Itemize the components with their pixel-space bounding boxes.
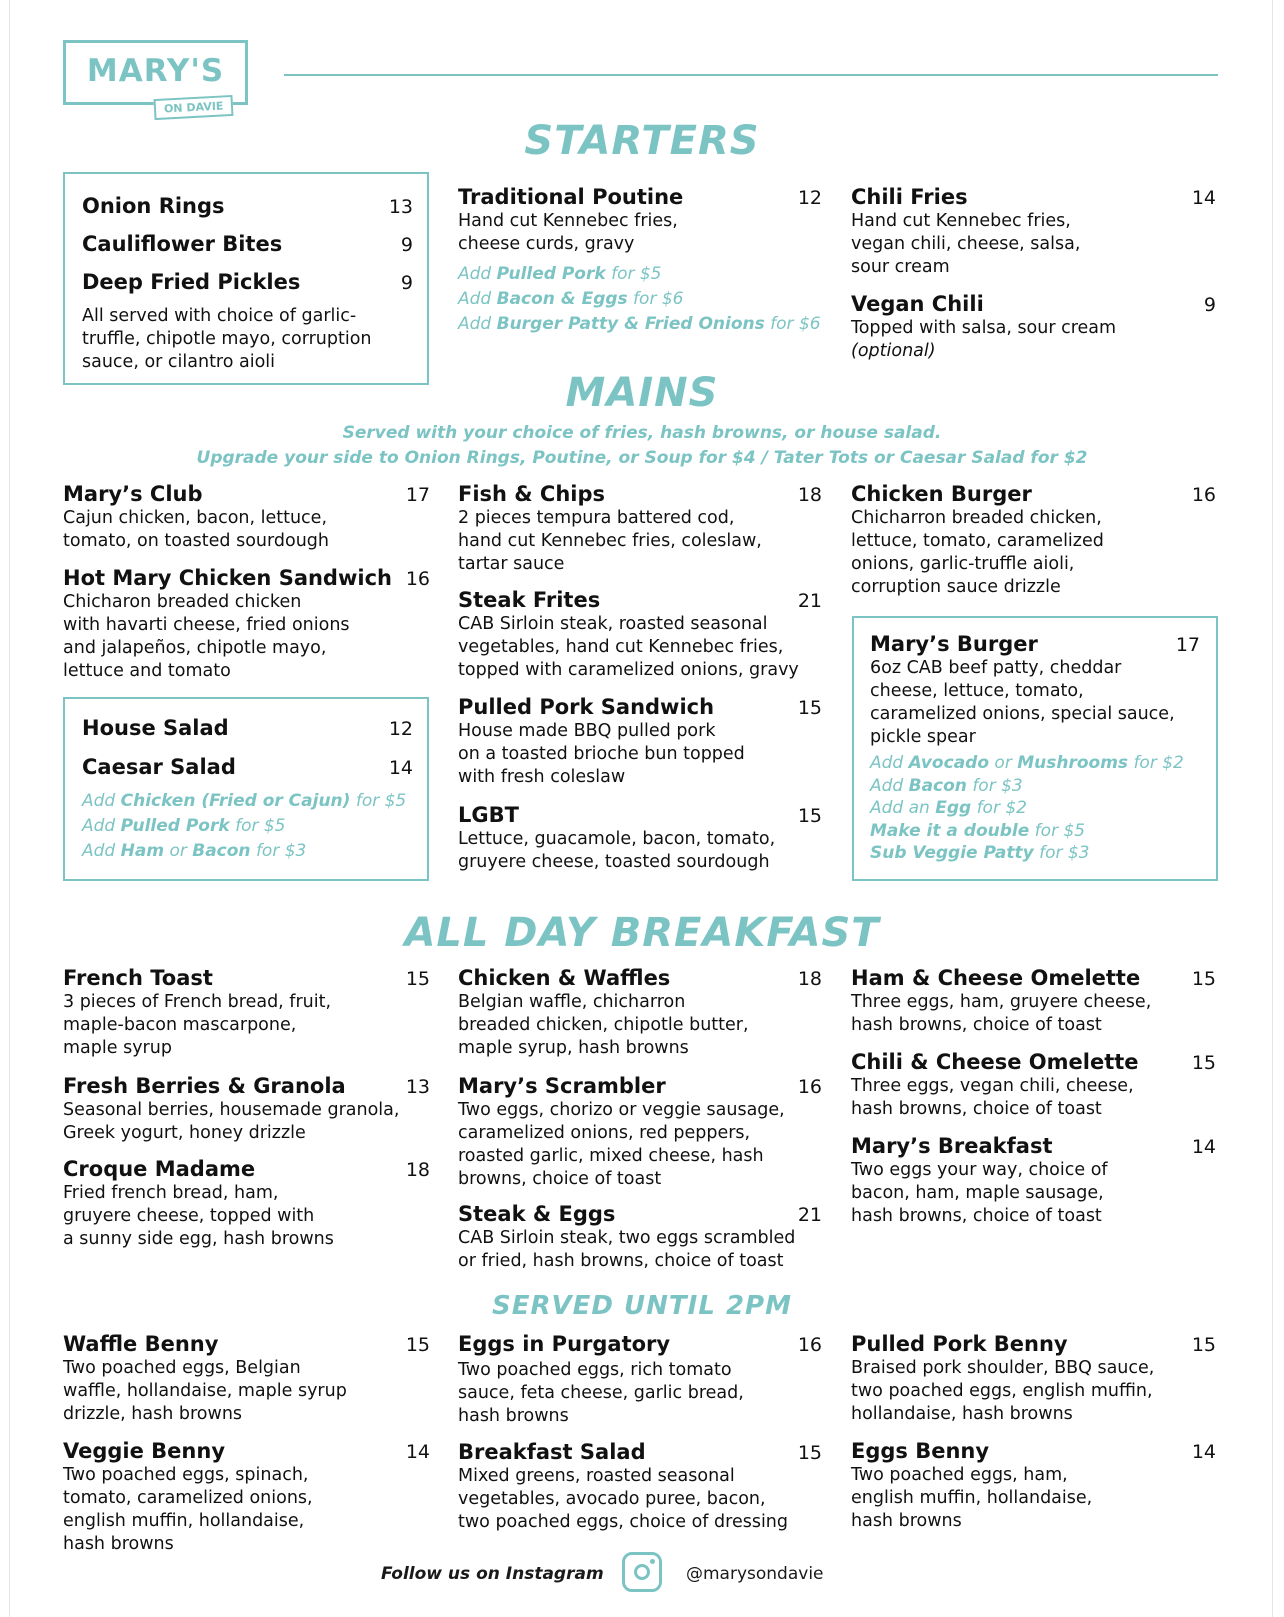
item-price: 15 [405,968,430,990]
item-price: 21 [797,590,822,612]
item-name: Eggs Benny [851,1439,990,1463]
item-price: 9 [400,272,413,294]
addon-item: Add Ham or Bacon for $3 [82,841,307,861]
item-name: Fresh Berries & Granola [63,1074,346,1098]
item-name: Veggie Benny [63,1439,226,1463]
item-price: 17 [1175,634,1200,656]
item-desc: Two poached eggs, Belgian waffle, hollandaise, maple syrup drizzle, hash browns [63,1358,347,1424]
item-name: Ham & Cheese Omelette [851,966,1141,990]
item-name: Croque Madame [63,1157,256,1181]
item-name: French Toast [63,966,213,990]
item-price: 21 [797,1204,822,1226]
item-price: 14 [1191,1136,1216,1158]
item-name: Mary’s Scrambler [458,1074,666,1098]
item-price: 14 [405,1441,430,1463]
section-title-starters: STARTERS [524,118,760,164]
item-name: Traditional Poutine [458,185,684,209]
item-desc: CAB Sirloin steak, two eggs scrambled or fried, hash browns, choice of toast [458,1228,796,1271]
item-name: Hot Mary Chicken Sandwich [63,566,392,590]
item-desc: Braised pork shoulder, BBQ sauce, two poached eggs, english muffin, hollandaise, hash browns [851,1358,1155,1424]
item-price: 15 [1191,968,1216,990]
logo-tag: ON DAVIE [154,95,234,120]
item-name: Chili & Cheese Omelette [851,1050,1139,1074]
instagram-icon[interactable] [622,1552,662,1592]
item-price: 16 [797,1334,822,1356]
item-price: 15 [797,805,822,827]
instagram-handle-link[interactable]: @marysondavie [686,1564,824,1584]
addon-item: Add Pulled Pork for $5 [458,264,662,284]
header-rule [284,74,1218,76]
item-price: 9 [400,234,413,256]
item-desc: House made BBQ pulled pork on a toasted brioche bun topped with fresh coleslaw [458,721,745,787]
item-desc: Mixed greens, roasted seasonal vegetables, avocado puree, bacon, two poached eggs, choice of dressing [458,1466,789,1532]
item-price: 17 [405,484,430,506]
upgrade-note: Upgrade your side to Onion Rings, Poutine, or Soup for $4 / Tater Tots or Caesar Salad for $2 [196,448,1088,468]
item-desc: Lettuce, guacamole, bacon, tomato, gruyere cheese, toasted sourdough [458,829,776,872]
item-price: 18 [797,484,822,506]
item-name: Mary’s Burger [870,632,1038,656]
subsection-title-until-2pm: SERVED UNTIL 2PM [492,1291,792,1321]
item-desc: All served with choice of garlic- truffle, chipotle mayo, corruption sauce, or cilantro aioli [82,306,372,372]
item-name: Chicken Burger [851,482,1032,506]
item-name: Chicken & Waffles [458,966,671,990]
item-desc: CAB Sirloin steak, roasted seasonal vegetables, hand cut Kennebec fries, topped with caramelized onions, gravy [458,614,799,680]
item-name: Chili Fries [851,185,968,209]
item-price: 15 [797,697,822,719]
item-desc: Seasonal berries, housemade granola, Greek yogurt, honey drizzle [63,1100,400,1143]
addon-item: Add Avocado or Mushrooms for $2 [870,753,1184,773]
item-desc: Two poached eggs, rich tomato sauce, feta cheese, garlic bread, hash browns [458,1360,744,1426]
item-name: Onion Rings [82,194,225,218]
item-desc: Cajun chicken, bacon, lettuce, tomato, on toasted sourdough [63,508,330,551]
item-price: 16 [405,568,430,590]
addon-item: Add Chicken (Fried or Cajun) for $5 [82,791,407,811]
addon-item: Add Bacon & Eggs for $6 [458,289,684,309]
item-desc: Topped with salsa, sour cream (optional) [851,318,1117,361]
item-name: House Salad [82,716,229,740]
addon-item: Sub Veggie Patty for $3 [870,843,1090,863]
item-name: Pulled Pork Benny [851,1332,1068,1356]
addon-item: Add Pulled Pork for $5 [82,816,286,836]
item-price: 14 [1191,1441,1216,1463]
addon-item: Make it a double for $5 [870,820,1086,841]
item-desc: Chicharon breaded chicken with havarti cheese, fried onions and jalapeños, chipotle mayo, lettuce and tomato [63,592,350,681]
item-price: 14 [1191,187,1216,209]
item-price: 12 [388,718,413,740]
sides-note: Served with your choice of fries, hash browns, or house salad. [342,423,942,443]
item-price: 15 [405,1334,430,1356]
addon-item: Add Burger Patty & Fried Onions for $6 [458,314,821,334]
item-name: Breakfast Salad [458,1440,646,1464]
item-desc: Two poached eggs, spinach, tomato, caramelized onions, english muffin, hollandaise, hash browns [63,1465,313,1554]
item-name: Steak & Eggs [458,1202,616,1226]
item-desc: Chicharron breaded chicken, lettuce, tomato, caramelized onions, garlic-truffle aioli, corruption sauce drizzle [851,508,1104,597]
item-desc: Belgian waffle, chicharron breaded chicken, chipotle butter, maple syrup, hash browns [458,992,749,1058]
item-price: 13 [405,1076,430,1098]
item-name: Waffle Benny [63,1332,219,1356]
item-price: 18 [797,968,822,990]
addon-list [458,262,821,337]
item-name: Mary’s Club [63,482,203,506]
item-price: 15 [797,1442,822,1464]
section-title-mains: MAINS [565,370,719,416]
section-title-breakfast: ALL DAY BREAKFAST [404,910,880,956]
item-desc: Two poached eggs, ham, english muffin, hollandaise, hash browns [851,1465,1093,1531]
item-price: 16 [1191,484,1216,506]
item-price: 15 [1191,1052,1216,1074]
item-price: 15 [1191,1334,1216,1356]
item-price: 14 [388,757,413,779]
logo-name: MARY'S [86,53,225,89]
item-price: 16 [797,1076,822,1098]
addon-item: Add Bacon for $3 [870,775,1023,796]
item-name: Vegan Chili [851,292,984,316]
item-price: 18 [405,1159,430,1181]
item-desc: 6oz CAB beef patty, cheddar cheese, lettuce, tomato, caramelized onions, special sauce, pickle spear [870,658,1175,747]
addon-item: Add an Egg for $2 [870,798,1027,818]
item-desc: 2 pieces tempura battered cod, hand cut Kennebec fries, coleslaw, tartar sauce [458,508,762,574]
item-name: Deep Fried Pickles [82,270,301,294]
item-name: Mary’s Breakfast [851,1134,1053,1158]
item-name: Pulled Pork Sandwich [458,695,715,719]
item-desc: 3 pieces of French bread, fruit, maple-bacon mascarpone, maple syrup [63,992,332,1058]
item-price: 12 [797,187,822,209]
item-name: Caesar Salad [82,755,236,779]
item-desc: Three eggs, vegan chili, cheese, hash browns, choice of toast [851,1076,1134,1119]
instagram-follow-label: Follow us on Instagram [381,1564,604,1584]
item-price: 9 [1203,294,1216,316]
item-name: Eggs in Purgatory [458,1332,671,1356]
item-name: Cauliflower Bites [82,232,283,256]
item-price: 13 [388,196,413,218]
item-desc: Two eggs, chorizo or veggie sausage, caramelized onions, red peppers, roasted garlic, mixed cheese, hash browns, choice of toast [458,1100,785,1189]
item-desc: Fried french bread, ham, gruyere cheese, topped with a sunny side egg, hash browns [63,1183,334,1249]
item-desc: Hand cut Kennebec fries, cheese curds, gravy [458,211,678,254]
addon-list [82,789,406,864]
item-desc: Three eggs, ham, gruyere cheese, hash browns, choice of toast [851,992,1152,1035]
item-desc: Hand cut Kennebec fries, vegan chili, cheese, salsa, sour cream [851,211,1081,277]
addon-list [870,752,1184,865]
item-name: Fish & Chips [458,482,606,506]
item-name: Steak Frites [458,588,601,612]
item-desc: Two eggs your way, choice of bacon, ham, maple sausage, hash browns, choice of toast [851,1160,1108,1226]
item-name: LGBT [458,803,519,827]
